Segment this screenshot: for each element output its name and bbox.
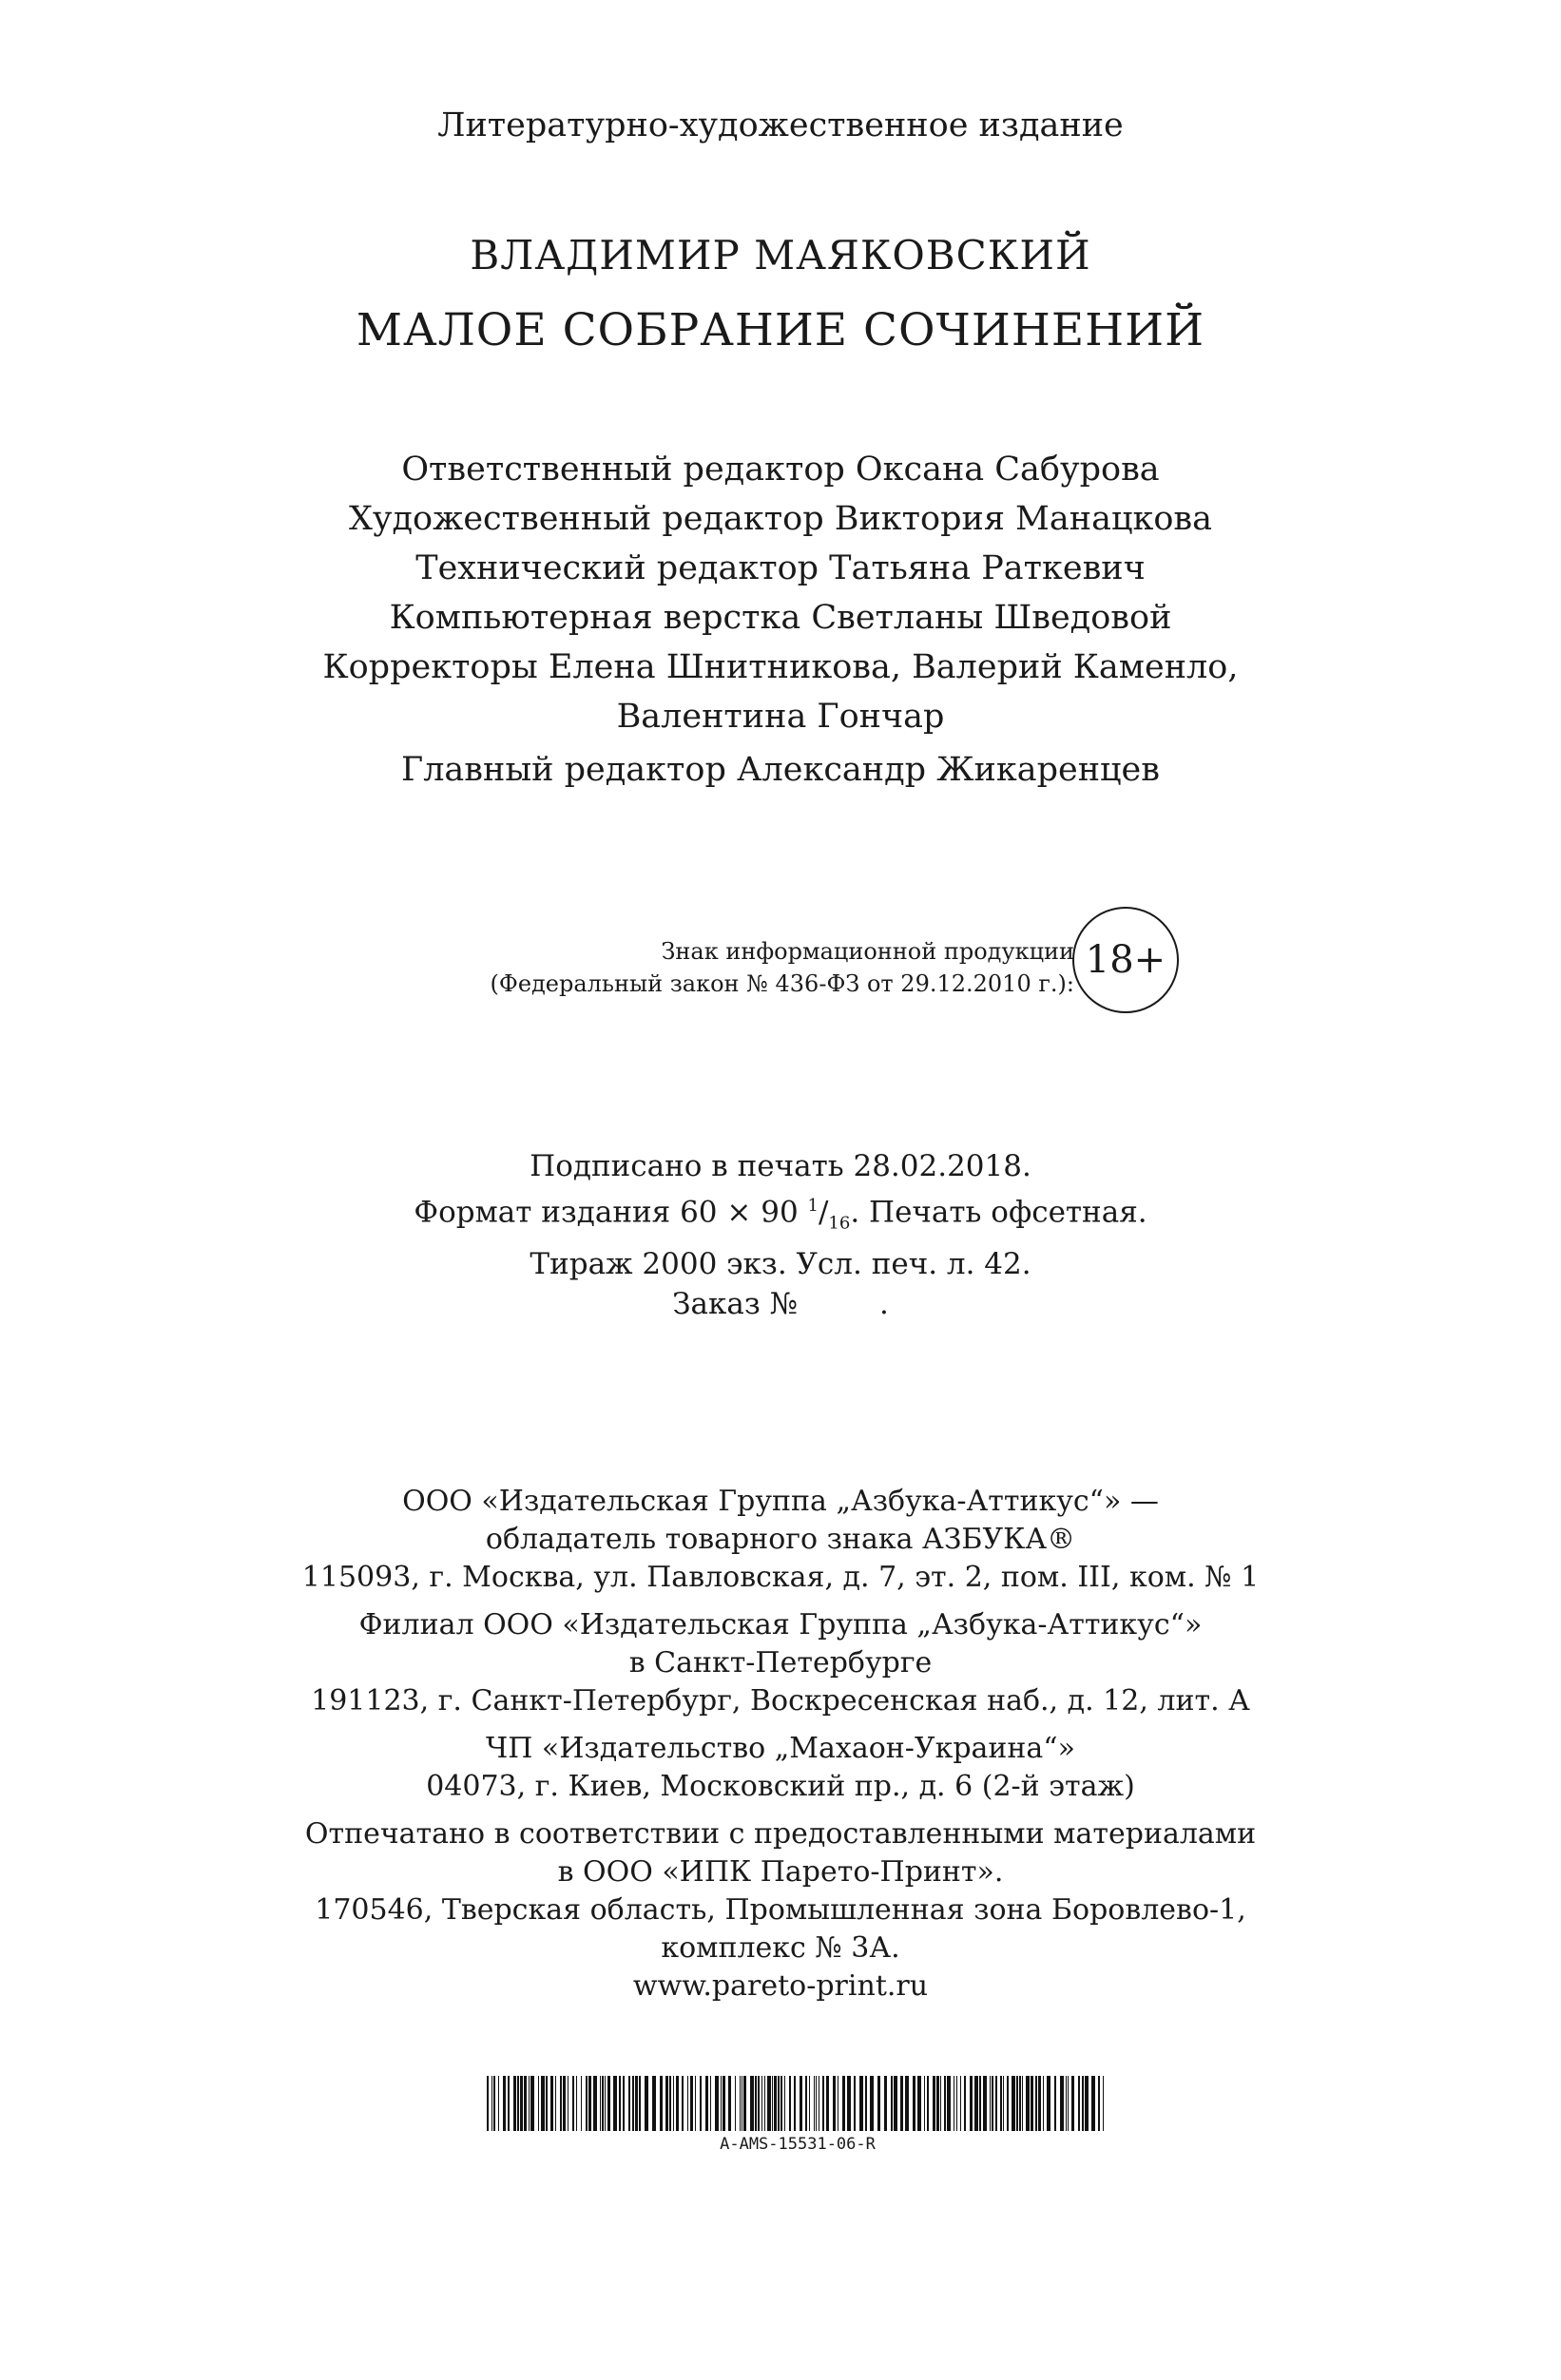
credits-list	[0, 445, 1561, 741]
printer-line: комплекс № 3А.	[661, 1931, 900, 1965]
barcode-bar	[1103, 2076, 1104, 2131]
barcode-bar	[600, 2076, 601, 2131]
barcode-bar	[687, 2076, 688, 2131]
barcode-bar	[758, 2076, 760, 2131]
barcode-bar	[809, 2076, 810, 2131]
barcode-bar	[572, 2076, 574, 2131]
credit-line: Технический редактор Татьяна Раткевич	[415, 549, 1146, 587]
barcode-bar	[700, 2076, 702, 2131]
barcode-bar	[710, 2076, 711, 2131]
barcode-bar	[581, 2076, 582, 2131]
branch-line: в Санкт-Петербурге	[628, 1646, 933, 1679]
signed-date: Подписано в печать 28.02.2018.	[530, 1149, 1031, 1183]
barcode-bar	[1000, 2076, 1002, 2131]
author-name	[0, 232, 1561, 278]
barcode-bar	[1003, 2076, 1004, 2131]
barcode-bar	[690, 2076, 693, 2131]
barcode-bar	[780, 2076, 782, 2131]
barcode-bar	[900, 2076, 903, 2131]
branch-line: Филиал ООО «Издательская Группа „Азбука-Аттикус“»	[358, 1608, 1203, 1641]
credit-line: Валентина Гончар	[616, 698, 945, 736]
barcode-bar	[974, 2076, 978, 2131]
barcode-bar	[743, 2076, 746, 2131]
barcode-bar	[652, 2076, 656, 2131]
barcode-bar	[964, 2076, 966, 2131]
branch-line: 191123, г. Санкт-Петербург, Воскресенская наб., д. 12, лит. А	[311, 1684, 1250, 1718]
barcode-bar	[1007, 2076, 1009, 2131]
barcode-bar	[960, 2076, 961, 2131]
barcode-bar	[774, 2076, 777, 2131]
barcode-bar	[721, 2076, 722, 2131]
barcode-bar	[715, 2076, 719, 2131]
credit-line: Художественный редактор Виктория Манацкова	[349, 500, 1212, 538]
barcode-bar	[493, 2076, 495, 2131]
barcode-bar	[800, 2076, 802, 2131]
barcode-bar	[755, 2076, 757, 2131]
format-denominator: 16	[828, 1213, 851, 1234]
barcode-bar	[568, 2076, 569, 2131]
credit-line: Компьютерная верстка Светланы Шведовой	[389, 599, 1172, 637]
barcode-bar	[487, 2076, 489, 2131]
barcode-bar	[503, 2076, 506, 2131]
barcode-bar	[632, 2076, 634, 2131]
barcode-bar	[767, 2076, 771, 2131]
barcode-bar	[1071, 2076, 1074, 2131]
ukraine-line: ЧП «Издательство „Махаон-Украина“»	[486, 1732, 1075, 1765]
barcode-bar	[605, 2076, 606, 2131]
barcode-bar	[940, 2076, 941, 2131]
barcode-bar	[884, 2076, 887, 2131]
barcode-bar	[550, 2076, 553, 2131]
barcode-bar	[905, 2076, 909, 2131]
barcode-bar	[735, 2076, 736, 2131]
print-run: Тираж 2000 экз. Усл. печ. л. 42.	[530, 1246, 1031, 1281]
barcode-bar	[1043, 2076, 1044, 2131]
barcode-bar	[520, 2076, 523, 2131]
barcode-bar	[1026, 2076, 1030, 2131]
barcode-bar	[1098, 2076, 1100, 2131]
edition-type	[0, 106, 1561, 144]
barcode-bar	[586, 2076, 588, 2131]
barcode-bar	[619, 2076, 621, 2131]
barcode-bar	[764, 2076, 765, 2131]
barcode-bar	[513, 2076, 516, 2131]
barcode-code: A-AMS-15531-06-R	[720, 2135, 876, 2154]
edition-type-text: Литературно-художественное издание	[437, 106, 1124, 144]
age-rating-badge	[1072, 907, 1179, 1013]
barcode-bar	[517, 2076, 519, 2131]
barcode-bar	[1068, 2076, 1069, 2131]
barcode-bar	[529, 2076, 530, 2131]
barcode-bar	[979, 2076, 981, 2131]
barcode-bar	[705, 2076, 708, 2131]
barcode-bar	[728, 2076, 731, 2131]
info-label-line1: Знак информационной продукции	[661, 938, 1074, 965]
barcode-bar	[859, 2076, 863, 2131]
barcode-bar	[1066, 2076, 1067, 2131]
barcode-bar	[794, 2076, 796, 2131]
barcode-bar	[1047, 2076, 1050, 2131]
barcode-bar	[805, 2076, 807, 2131]
barcode-bar	[913, 2076, 915, 2131]
format-suffix: . Печать офсетная.	[850, 1195, 1147, 1230]
author-name-text: ВЛАДИМИР МАЯКОВСКИЙ	[470, 232, 1091, 278]
barcode-bar	[1038, 2076, 1041, 2131]
publisher-line: ООО «Издательская Группа „Азбука-Аттикус“» —	[402, 1485, 1159, 1518]
barcode-bar	[750, 2076, 754, 2131]
barcode-bar	[563, 2076, 566, 2131]
barcode-bar	[936, 2076, 939, 2131]
barcode-bar	[970, 2076, 973, 2131]
format-numerator: 1	[807, 1196, 819, 1216]
barcode-bar	[870, 2076, 874, 2131]
barcode-bar	[1012, 2076, 1015, 2131]
barcode-bar	[995, 2076, 997, 2131]
barcode-bar	[740, 2076, 741, 2131]
barcode-bar	[607, 2076, 610, 2131]
barcode-bar	[761, 2076, 762, 2131]
chief-editor-text: Главный редактор Александр Жикаренцев	[401, 751, 1160, 789]
barcode-bar	[588, 2076, 591, 2131]
barcode-bar	[676, 2076, 679, 2131]
order-label: Заказ №	[672, 1286, 798, 1321]
barcode-bar	[814, 2076, 815, 2131]
barcode-bar	[1091, 2076, 1095, 2131]
barcode-bar	[665, 2076, 668, 2131]
barcode-bar	[593, 2076, 597, 2131]
barcode-bar	[1035, 2076, 1037, 2131]
order-line	[0, 1284, 1561, 1324]
barcode-bar	[1078, 2076, 1080, 2131]
barcode-bar	[847, 2076, 851, 2131]
barcode-bar	[944, 2076, 946, 2131]
barcode-bar	[1022, 2076, 1023, 2131]
age-rating-text: 18+	[1085, 938, 1166, 982]
barcode-bar	[990, 2076, 991, 2131]
info-label-line2: (Федеральный закон № 436-ФЗ от 29.12.2010 г.):	[490, 970, 1074, 997]
barcode-bar	[673, 2076, 674, 2131]
barcode-bar	[816, 2076, 817, 2131]
printer-line: 170546, Тверская область, Промышленная зона Боровлево-1,	[315, 1893, 1246, 1927]
format-slash: /	[818, 1195, 829, 1230]
barcode-bar	[541, 2076, 545, 2131]
printer-line: в ООО «ИПК Парето-Принт».	[557, 1855, 1004, 1889]
info-product-label	[314, 935, 1074, 1000]
print-info	[0, 1146, 1561, 1324]
barcode-bar	[555, 2076, 556, 2131]
ukraine-line: 04073, г. Киев, Московский пр., д. 6 (2-й этаж)	[426, 1770, 1135, 1803]
barcode-bar	[933, 2076, 935, 2131]
barcode-bar	[927, 2076, 929, 2131]
publisher-line: обладатель товарного знака АЗБУКА®	[485, 1523, 1076, 1556]
barcode-bar	[613, 2076, 617, 2131]
barcode-bar	[576, 2076, 577, 2131]
barcode-bar	[602, 2076, 604, 2131]
barcode-bar	[1060, 2076, 1064, 2131]
barcode-bar	[1082, 2076, 1084, 2131]
barcode-bar	[546, 2076, 548, 2131]
barcode-bar	[822, 2076, 824, 2131]
barcode-bar	[635, 2076, 638, 2131]
barcode-bar	[894, 2076, 897, 2131]
book-title-text: МАЛОЕ СОБРАНИЕ СОЧИНЕНИЙ	[356, 304, 1205, 356]
barcode-bar	[1019, 2076, 1021, 2131]
barcode-bar	[842, 2076, 845, 2131]
book-title	[0, 304, 1561, 356]
barcode-bar	[560, 2076, 562, 2131]
barcode-bar	[924, 2076, 925, 2131]
barcode-bar	[695, 2076, 696, 2131]
barcode-bar	[983, 2076, 987, 2131]
barcode-bar	[1085, 2076, 1089, 2131]
barcode-bar	[524, 2076, 527, 2131]
barcode-bar	[947, 2076, 951, 2131]
chief-editor	[0, 751, 1561, 789]
format-line	[0, 1186, 1561, 1244]
barcode-bar	[789, 2076, 791, 2131]
barcode-bar	[508, 2076, 510, 2131]
barcode-bar	[956, 2076, 957, 2131]
order-end: .	[878, 1286, 889, 1321]
barcode-bar	[917, 2076, 921, 2131]
barcode-bar	[854, 2076, 856, 2131]
barcode-bar	[530, 2076, 534, 2131]
barcode	[487, 2076, 1108, 2131]
credit-line: Ответственный редактор Оксана Сабурова	[401, 451, 1160, 489]
publisher-info	[0, 1483, 1561, 2006]
barcode-bar	[645, 2076, 648, 2131]
barcode-bar	[669, 2076, 671, 2131]
printer-website: www.pareto-print.ru	[632, 1969, 929, 2003]
barcode-bar	[1054, 2076, 1056, 2131]
barcode-bar	[772, 2076, 773, 2131]
credit-line: Корректоры Елена Шнитникова, Валерий Каменло,	[322, 648, 1239, 686]
barcode-bar	[491, 2076, 492, 2131]
barcode-bar	[623, 2076, 625, 2131]
barcode-bar	[538, 2076, 539, 2131]
barcode-bar	[498, 2076, 499, 2131]
barcode-bar	[1016, 2076, 1018, 2131]
format-prefix: Формат издания 60 × 90	[414, 1195, 808, 1230]
barcode-bar	[778, 2076, 780, 2131]
publisher-line: 115093, г. Москва, ул. Павловская, д. 7, эт. 2, пом. III, ком. № 1	[301, 1561, 1260, 1594]
barcode-bar	[660, 2076, 663, 2131]
barcode-bar	[833, 2076, 836, 2131]
barcode-bar	[682, 2076, 684, 2131]
barcode-bar	[891, 2076, 893, 2131]
barcode-bar	[1031, 2076, 1033, 2131]
barcode-bar	[826, 2076, 829, 2131]
barcode-bar	[628, 2076, 630, 2131]
barcode-bar	[723, 2076, 725, 2131]
barcode-bar	[877, 2076, 880, 2131]
barcode-bar	[992, 2076, 993, 2131]
printer-line: Отпечатано в соответствии с предоставленными материалами	[304, 1817, 1257, 1851]
barcode-bar	[784, 2076, 785, 2131]
barcode-bar	[865, 2076, 867, 2131]
barcode-bar	[639, 2076, 641, 2131]
